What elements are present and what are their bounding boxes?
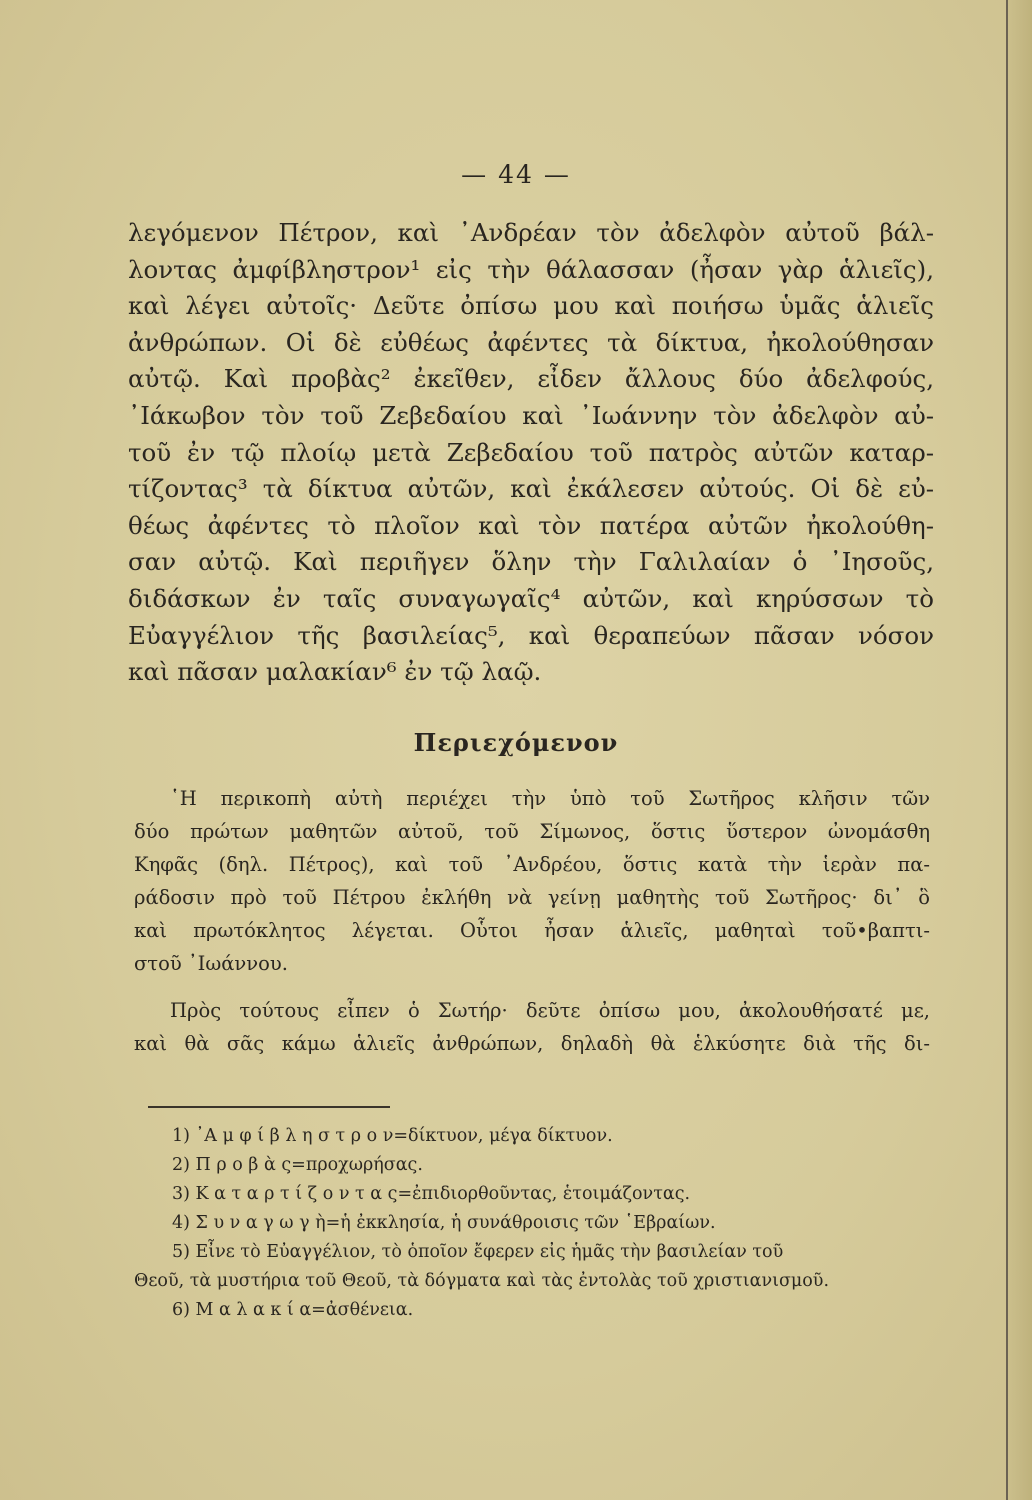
commentary-line: ῾Η περικοπὴ αὐτὴ περιέχει τὴν ὑπὸ τοῦ Σωτῆρος κλῆσιν τῶν [170,787,930,810]
footnote-5: 5) Εἶνε τὸ Εὐαγγέλιον, τὸ ὁποῖον ἔφερεν εἰς ἡμᾶς τὴν βασιλείαν τοῦ [172,1242,784,1262]
commentary-line: δύο πρώτων μαθητῶν αὐτοῦ, τοῦ Σίμωνος, ὅστις ὕστερον ὠνομάσθη [134,820,930,843]
main-text-line: τίζοντας³ τὰ δίκτυα αὐτῶν, καὶ ἐκάλεσεν αὐτούς. Οἱ δὲ εὐ- [128,474,934,504]
commentary-line: Πρὸς τούτους εἶπεν ὁ Σωτήρ· δεῦτε ὀπίσω μου, ἀκολουθήσατέ με, [170,999,930,1022]
main-text-line: τοῦ ἐν τῷ πλοίῳ μετὰ Ζεβεδαίου τοῦ πατρὸς αὐτῶν καταρ- [128,437,934,467]
commentary-line: Κηφᾶς (δηλ. Πέτρος), καὶ τοῦ ᾿Ανδρέου, ὅστις κατὰ τὴν ἱερὰν πα- [134,853,930,876]
commentary-line: στοῦ ᾿Ιωάννου. [134,952,288,975]
footnote-4: 4) Σ υ ν α γ ω γ ὴ=ἡ ἐκκλησία, ἡ συνάθροισις τῶν ῾Εβραίων. [172,1213,716,1233]
main-text-line: καὶ λέγει αὐτοῖς· Δεῦτε ὀπίσω μου καὶ ποιήσω ὑμᾶς ἁλιεῖς [128,291,934,321]
commentary-line: καὶ πρωτόκλητος λέγεται. Οὗτοι ἦσαν ἁλιεῖς, μαθηταὶ τοῦ•βαπτι- [134,919,930,942]
main-text-line: καὶ πᾶσαν μαλακίαν⁶ ἐν τῷ λαῷ. [128,657,542,687]
footnotes [134,1122,930,1325]
footnote-3: 3) Κ α τ α ρ τ ί ζ ο ν τ α ς=ἐπιδιορθοῦντας, ἑτοιμάζοντας. [172,1184,691,1204]
footnote-5-continuation: Θεοῦ, τὰ μυστήρια τοῦ Θεοῦ, τὰ δόγματα καὶ τὰς ἐντολὰς τοῦ χριστιανισμοῦ. [134,1271,830,1291]
paragraph-gap [134,980,930,994]
main-text-line: διδάσκων ἐν ταῖς συναγωγαῖς⁴ αὐτῶν, καὶ κηρύσσων τὸ [128,583,934,613]
main-text [128,215,934,691]
main-text-line: λοντας ἀμφίβληστρον¹ εἰς τὴν θάλασσαν (ἦσαν γὰρ ἁλιεῖς), [128,254,934,284]
footnote-divider [148,1106,390,1108]
main-text-line: ἀνθρώπων. Οἱ δὲ εὐθέως ἀφέντες τὰ δίκτυα, ἠκολούθησαν [128,327,934,357]
main-text-line: αὐτῷ. Καὶ προβὰς² ἐκεῖθεν, εἶδεν ἄλλους δύο ἀδελφούς, [128,364,934,394]
page-number: — 44 — [461,160,571,189]
commentary [134,782,930,1060]
section-title: Περιεχόμενον [413,728,619,757]
main-text-line: Εὐαγγέλιον τῆς βασιλείας⁵, καὶ θεραπεύων πᾶσαν νόσον [128,620,934,650]
commentary-line: ράδοσιν πρὸ τοῦ Πέτρου ἐκλήθη νὰ γείνῃ μαθητὴς τοῦ Σωτῆρος· δι᾿ ὃ [134,886,930,909]
main-text-line: λεγόμενον Πέτρον, καὶ ᾿Ανδρέαν τὸν ἀδελφὸν αὐτοῦ βάλ- [128,218,934,247]
main-text-line: σαν αὐτῷ. Καὶ περιῆγεν ὅλην τὴν Γαλιλαίαν ὁ ᾿Ιησοῦς, [128,547,934,577]
footnote-2: 2) Π ρ ο β ὰ ς=προχωρήσας. [172,1155,423,1175]
commentary-line: καὶ θὰ σᾶς κάμω ἁλιεῖς ἀνθρώπων, δηλαδὴ θὰ ἑλκύσητε διὰ τῆς δι- [134,1032,930,1055]
main-text-line: θέως ἀφέντες τὸ πλοῖον καὶ τὸν πατέρα αὐτῶν ἠκολούθη- [128,510,934,540]
footnote-6: 6) Μ α λ α κ ί α=ἀσθένεια. [172,1300,414,1320]
footnote-1: 1) ᾿Α μ φ ί β λ η σ τ ρ ο ν=δίκτυον, μέγα δίκτυον. [172,1126,613,1146]
main-text-line: ᾿Ιάκωβον τὸν τοῦ Ζεβεδαίου καὶ ᾿Ιωάννην τὸν ἀδελφὸν αὐ- [128,400,934,430]
